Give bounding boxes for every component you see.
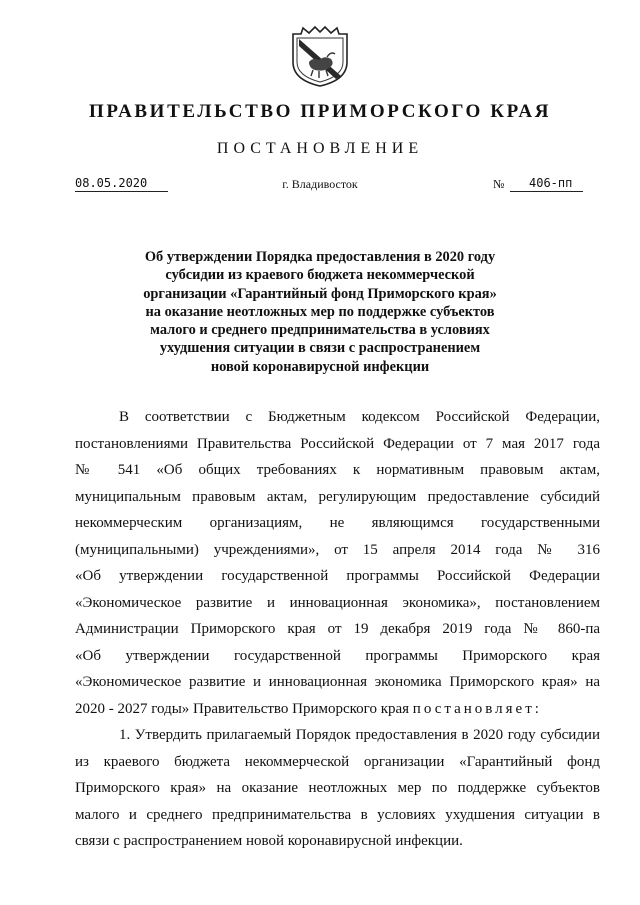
body-line: «Об утверждении государственной программы Приморского края (75, 647, 600, 664)
body-line-final (75, 696, 600, 723)
title-line: малого и среднего предпринимательства в условиях (150, 322, 490, 339)
body-line: № 541 «Об общих требованиях к нормативным правовым актам, (75, 462, 600, 478)
body-line: «Экономическое развитие и инновационная экономика», постановлением (75, 594, 600, 611)
title-line: новой коронавирусной инфекции (210, 358, 430, 375)
title-line: Об утверждении Порядка предоставления в 2020 году (144, 249, 496, 265)
body-line: постановлениями Правительства Российской Федерации от 7 мая 2017 года (75, 435, 600, 452)
body-line: муниципальным правовым актам, регулирующим предоставление субсидий (75, 488, 600, 505)
clause-line: связи с распространением новой коронавирусной инфекции. (75, 833, 463, 849)
body-line: «Экономическое развитие и инновационная экономика Приморского края» на (75, 674, 600, 690)
coat-of-arms-icon (289, 24, 351, 88)
body-line: некоммерческим организациям, не являющимся государственными (75, 515, 600, 531)
body-line: «Об утверждении государственной программы Российской Федерации (75, 568, 600, 584)
title-line: организации «Гарантийный фонд Приморского края» (143, 285, 497, 302)
clause-line: Приморского края» на оказание неотложных мер по поддержке субъектов (75, 780, 600, 796)
title-line: субсидии из краевого бюджета некоммерческой (165, 267, 475, 284)
body-line: (муниципальными) учреждениями», от 15 апреля 2014 года № 316 (75, 541, 600, 558)
number-field (510, 172, 583, 192)
number-label: № (493, 177, 505, 191)
body-line: Администрации Приморского края от 19 декабря 2019 года № 860-па (75, 621, 600, 637)
document-body (75, 404, 600, 855)
document-title (120, 248, 520, 376)
document-type: ПОСТАНОВЛЕНИЕ (216, 140, 424, 157)
title-line: на оказание неотложных мер по поддержке субъектов (145, 303, 495, 320)
clause-line: 1. Утвердить прилагаемый Порядок предоставления в 2020 году субсидии (119, 727, 600, 743)
clause-line: малого и среднего предпринимательства в условиях ухудшения ситуации в (75, 806, 600, 823)
government-name: ПРАВИТЕЛЬСТВО ПРИМОРСКОГО КРАЯ (88, 101, 552, 122)
body-line: В соответствии с Бюджетным кодексом Российской Федерации, (119, 409, 600, 425)
document-date: 08.05.2020 (75, 176, 148, 190)
preamble-end: 2020 - 2027 годы» Правительство Приморского края (75, 700, 410, 717)
document-number: 406-пп (529, 176, 573, 190)
clause-line: из краевого бюджета некоммерческой организации «Гарантийный фонд (75, 753, 600, 770)
city: г. Владивосток (282, 177, 358, 191)
title-line: ухудшения ситуации в связи с распространением (159, 340, 481, 357)
resolves-word: постановляет: (412, 700, 542, 717)
